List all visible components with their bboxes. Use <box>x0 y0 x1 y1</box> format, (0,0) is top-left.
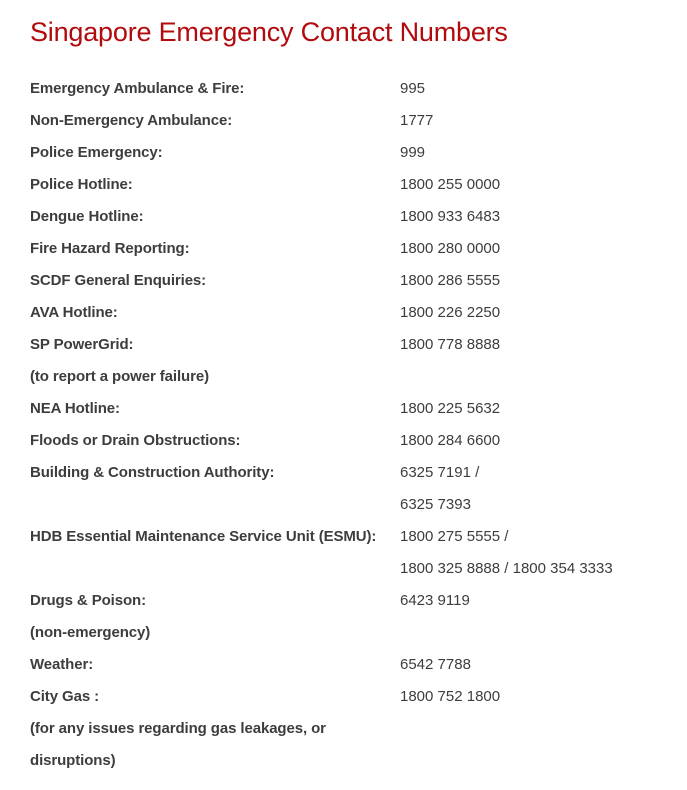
contact-row <box>30 105 657 137</box>
contact-row <box>30 137 657 169</box>
contact-row <box>30 681 657 713</box>
contact-number: 1800 933 6483 <box>400 208 501 225</box>
contact-row <box>30 233 657 265</box>
contact-number: 1800 225 5632 <box>400 400 501 417</box>
contact-row <box>30 617 657 649</box>
contact-label: (for any issues regarding gas leakages, or <box>30 720 326 737</box>
contact-number: 995 <box>400 80 426 97</box>
contact-number: 1800 275 5555 / <box>400 528 509 545</box>
contact-label: Floods or Drain Obstructions: <box>30 432 241 449</box>
contact-label: Police Hotline: <box>30 176 133 193</box>
contact-label: disruptions) <box>30 752 116 769</box>
contact-number: 1800 226 2250 <box>400 304 501 321</box>
contact-list <box>30 73 657 777</box>
contact-row <box>30 297 657 329</box>
contact-row <box>30 361 657 393</box>
contact-row <box>30 649 657 681</box>
contact-label: Drugs & Poison: <box>30 592 147 609</box>
contact-number: 1777 <box>400 112 434 129</box>
contact-row <box>30 521 657 553</box>
contact-label: (to report a power failure) <box>30 368 209 385</box>
contact-label: Building & Construction Authority: <box>30 464 275 481</box>
contact-label: Emergency Ambulance & Fire: <box>30 80 245 97</box>
contact-row <box>30 713 657 745</box>
contact-row <box>30 425 657 457</box>
contact-number: 1800 752 1800 <box>400 688 501 705</box>
contact-label: (non-emergency) <box>30 624 151 641</box>
contact-row <box>30 329 657 361</box>
contact-number: 999 <box>400 144 426 161</box>
contact-number: 1800 325 8888 / 1800 354 3333 <box>400 560 613 577</box>
contact-number: 1800 778 8888 <box>400 336 501 353</box>
contact-label: Weather: <box>30 656 94 673</box>
contact-number: 6325 7191 / <box>400 464 480 481</box>
contact-label: AVA Hotline: <box>30 304 118 321</box>
contact-label: Dengue Hotline: <box>30 208 144 225</box>
contact-row <box>30 553 657 585</box>
contact-label: Non-Emergency Ambulance: <box>30 112 233 129</box>
contact-row <box>30 393 657 425</box>
contact-row <box>30 457 657 489</box>
contact-number: 6542 7788 <box>400 656 471 673</box>
contact-row <box>30 169 657 201</box>
contact-row <box>30 201 657 233</box>
contact-label: NEA Hotline: <box>30 400 120 417</box>
contact-label: SP PowerGrid: <box>30 336 134 353</box>
contact-row <box>30 489 657 521</box>
contact-label: Police Emergency: <box>30 144 163 161</box>
page-title: Singapore Emergency Contact Numbers <box>30 17 508 47</box>
contact-row <box>30 745 657 777</box>
contact-number: 1800 286 5555 <box>400 272 501 289</box>
contact-number: 6423 9119 <box>400 592 470 609</box>
contact-label: HDB Essential Maintenance Service Unit (ESMU): <box>30 528 377 545</box>
contact-row <box>30 73 657 105</box>
contact-label: SCDF General Enquiries: <box>30 272 207 289</box>
contact-row <box>30 265 657 297</box>
contact-number: 6325 7393 <box>400 496 471 513</box>
contact-number: 1800 280 0000 <box>400 240 501 257</box>
contact-number: 1800 284 6600 <box>400 432 501 449</box>
contact-label: City Gas : <box>30 688 100 705</box>
contact-label: Fire Hazard Reporting: <box>30 240 190 257</box>
contact-number: 1800 255 0000 <box>400 176 501 193</box>
contact-row <box>30 585 657 617</box>
